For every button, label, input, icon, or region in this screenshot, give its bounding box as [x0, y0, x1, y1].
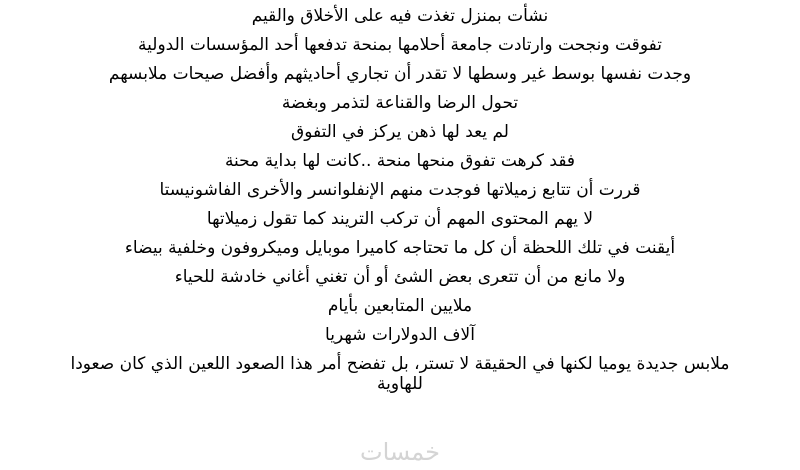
- document-body: [20, 6, 780, 403]
- text-line-1: نشأت بمنزل تغذت فيه على الأخلاق والقيم: [251, 6, 549, 26]
- watermark-logo: خمسات: [359, 438, 441, 466]
- text-line-6: فقد كرهت تفوق منحها منحة ..كانت لها بداية محنة: [224, 151, 576, 171]
- text-line-2: تفوقت ونجحت وارتادت جامعة أحلامها بمنحة تدفعها أحد المؤسسات الدولية: [138, 35, 662, 55]
- text-line-3: وجدت نفسها بوسط غير وسطها لا تقدر أن تجاري أحاديثهم وأفضل صيحات ملابسهم: [108, 64, 692, 84]
- text-line-7: قررت أن تتابع زميلاتها فوجدت منهم الإنفلوانسر والأخرى الفاشونيستا: [159, 180, 641, 200]
- text-line-8: لا يهم المحتوى المهم أن تركب التريند كما تقول زميلاتها: [206, 209, 594, 229]
- text-line-5: لم يعد لها ذهن يركز في التفوق: [291, 122, 509, 142]
- text-line-13: ملابس جديدة يوميا لكنها في الحقيقة لا تستر، بل تفضح أمر هذا الصعود اللعين الذي كان صعودا للهاوية: [70, 354, 730, 394]
- text-line-9: أيقنت في تلك اللحظة أن كل ما تحتاجه كاميرا موبايل وميكروفون وخلفية بيضاء: [124, 238, 676, 258]
- text-line-10: ولا مانع من أن تتعرى بعض الشئ أو أن تغني أغاني خادشة للحياء: [174, 267, 626, 287]
- text-line-12: آلاف الدولارات شهريا: [325, 325, 475, 345]
- text-line-11: ملايين المتابعين بأيام: [327, 296, 473, 316]
- text-line-4: تحول الرضا والقناعة لتذمر وبغضة: [281, 93, 519, 113]
